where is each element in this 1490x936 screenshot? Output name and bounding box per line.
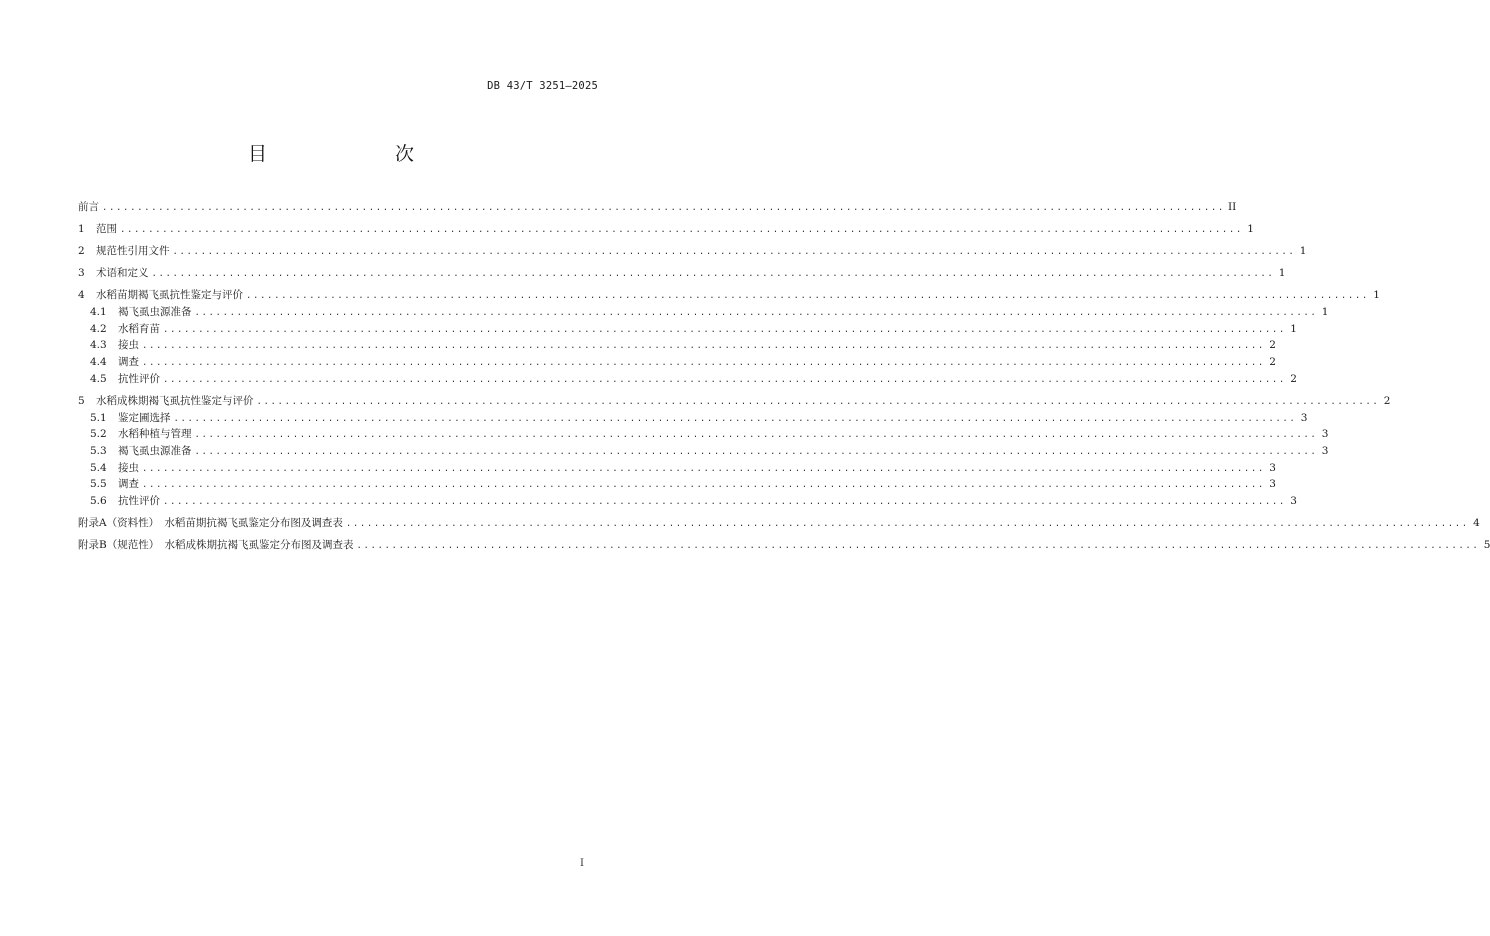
toc-leader-dots: ................................................................................................................................................................ <box>120 225 1243 236</box>
toc-leader-dots: ................................................................................................................................................................ <box>194 430 1318 441</box>
toc-entry[interactable] <box>78 393 1391 410</box>
toc-leader-dots: ................................................................................................................................................................ <box>356 541 1480 552</box>
toc-leader-dots: ................................................................................................................................................................ <box>102 203 1225 213</box>
toc-entry[interactable] <box>78 354 1276 371</box>
toc-entry-page: 5 <box>1483 539 1490 552</box>
toc-entry[interactable] <box>78 287 1380 304</box>
toc-leader-dots: ................................................................................................................................................................ <box>172 247 1296 258</box>
toc-entry-number: 4.1 <box>90 306 107 318</box>
toc-entry-label: 水稻苗期褐飞虱抗性鉴定与评价 <box>96 289 243 302</box>
toc-entry-page: 4 <box>1473 517 1480 530</box>
toc-entry[interactable] <box>78 515 1480 532</box>
toc-entry-label: 鉴定圃选择 <box>118 411 171 424</box>
toc-entry-number: 4.5 <box>90 372 107 385</box>
toc-entry-label: 水稻成株期褐飞虱抗性鉴定与评价 <box>96 394 254 407</box>
toc-entry[interactable] <box>78 304 1329 321</box>
toc-entry-number: 5.3 <box>90 444 107 457</box>
toc-entry-label: 附录B（规范性） 水稻成株期抗褐飞虱鉴定分布图及调查表 <box>78 539 354 552</box>
standard-code: DB 43/T 3251—2025 <box>487 80 598 92</box>
toc-entry-page: 3 <box>1269 461 1276 474</box>
toc-leader-dots: ................................................................................................................................................................ <box>163 496 1286 507</box>
toc-entry-page: 1 <box>1321 306 1329 318</box>
toc-entry-label: 接虫 <box>118 339 139 352</box>
toc-entry-number: 5.4 <box>90 461 107 474</box>
toc-entry-label: 褐飞虱虫源准备 <box>118 306 192 318</box>
toc-entry-page: 2 <box>1269 356 1276 369</box>
toc-leader-dots: ................................................................................................................................................................ <box>142 480 1265 491</box>
toc-entry-page: 1 <box>1290 322 1297 335</box>
toc-entry-label: 抗性评价 <box>118 494 160 507</box>
toc-entry-label: 规范性引用文件 <box>96 245 170 258</box>
toc-entry-page: 3 <box>1269 478 1276 491</box>
toc-entry-page: 1 <box>1278 267 1286 280</box>
toc-entry[interactable] <box>78 537 1490 554</box>
toc-entry-label: 接虫 <box>118 461 139 474</box>
toc-entry-label: 褐飞虱虫源准备 <box>118 444 192 457</box>
toc-entry-page: 3 <box>1300 411 1308 424</box>
toc-leader-dots: ................................................................................................................................................................ <box>163 324 1286 335</box>
toc-entry-number: 5.5 <box>90 478 107 491</box>
toc-entry-label: 前言 <box>78 201 99 213</box>
page-number: I <box>580 858 584 869</box>
toc-entry-label: 水稻育苗 <box>118 322 160 335</box>
toc-leader-dots: ................................................................................................................................................................ <box>163 374 1286 385</box>
toc-entry[interactable] <box>78 460 1276 477</box>
toc-leader-dots: ................................................................................................................................................................ <box>142 463 1265 474</box>
toc-entry-label: 抗性评价 <box>118 372 160 385</box>
toc-entry-number: 3 <box>78 267 85 280</box>
toc-entry-number: 5.1 <box>90 411 107 424</box>
toc-entry-number: 4.2 <box>90 322 107 335</box>
toc-entry-page: II <box>1227 201 1237 213</box>
toc-entry-label: 调查 <box>118 478 139 491</box>
toc-entry-page: 3 <box>1321 428 1329 441</box>
toc-entry-number: 5.6 <box>90 494 107 507</box>
toc-leader-dots: ................................................................................................................................................................ <box>194 308 1318 318</box>
toc-entry[interactable] <box>78 221 1254 238</box>
toc-entry-number: 1 <box>78 223 85 236</box>
toc-entry-number: 4.3 <box>90 339 107 352</box>
toc-entry-label: 附录A（资料性） 水稻苗期抗褐飞虱鉴定分布图及调查表 <box>78 517 343 530</box>
toc-leader-dots: ................................................................................................................................................................ <box>142 358 1265 369</box>
toc-entry-page: 1 <box>1247 223 1254 236</box>
toc-entry[interactable] <box>78 265 1286 282</box>
toc-entry-page: 2 <box>1383 394 1391 407</box>
toc-entry-number: 4 <box>78 289 85 302</box>
toc-entry-number: 5 <box>78 394 85 407</box>
toc-entry-number: 2 <box>78 245 85 258</box>
toc-entry-label: 调查 <box>118 356 139 369</box>
toc-entry-label: 水稻种植与管理 <box>118 428 192 441</box>
toc-entry-page: 3 <box>1321 444 1329 457</box>
toc-entry-label: 术语和定义 <box>96 267 149 280</box>
toc-leader-dots: ................................................................................................................................................................ <box>256 396 1380 407</box>
toc-leader-dots: ................................................................................................................................................................ <box>194 446 1318 457</box>
toc-entry-page: 3 <box>1290 494 1297 507</box>
toc-entry-page: 1 <box>1373 289 1380 302</box>
toc-entry[interactable] <box>78 493 1297 510</box>
toc-entry[interactable] <box>78 476 1276 493</box>
toc-leader-dots: ................................................................................................................................................................ <box>142 341 1265 352</box>
toc-entry-page: 2 <box>1290 372 1297 385</box>
toc-entry-page: 1 <box>1299 245 1307 258</box>
table-of-contents <box>78 199 1490 554</box>
toc-entry[interactable] <box>78 243 1307 260</box>
toc-leader-dots: ................................................................................................................................................................ <box>173 413 1297 424</box>
toc-entry[interactable] <box>78 199 1237 216</box>
toc-entry[interactable] <box>78 410 1308 427</box>
toc-entry[interactable] <box>78 321 1297 338</box>
toc-entry[interactable] <box>78 337 1276 354</box>
toc-entry-number: 5.2 <box>90 428 107 441</box>
page-title: 目 次 <box>247 143 444 165</box>
toc-entry[interactable] <box>78 426 1329 443</box>
toc-entry-page: 2 <box>1269 339 1276 352</box>
toc-entry[interactable] <box>78 443 1329 460</box>
toc-leader-dots: ................................................................................................................................................................ <box>345 519 1469 530</box>
toc-leader-dots: ................................................................................................................................................................ <box>246 291 1369 302</box>
toc-entry-number: 4.4 <box>90 356 107 369</box>
toc-leader-dots: ................................................................................................................................................................ <box>151 269 1275 280</box>
toc-entry-label: 范围 <box>96 223 117 236</box>
toc-entry[interactable] <box>78 371 1297 388</box>
